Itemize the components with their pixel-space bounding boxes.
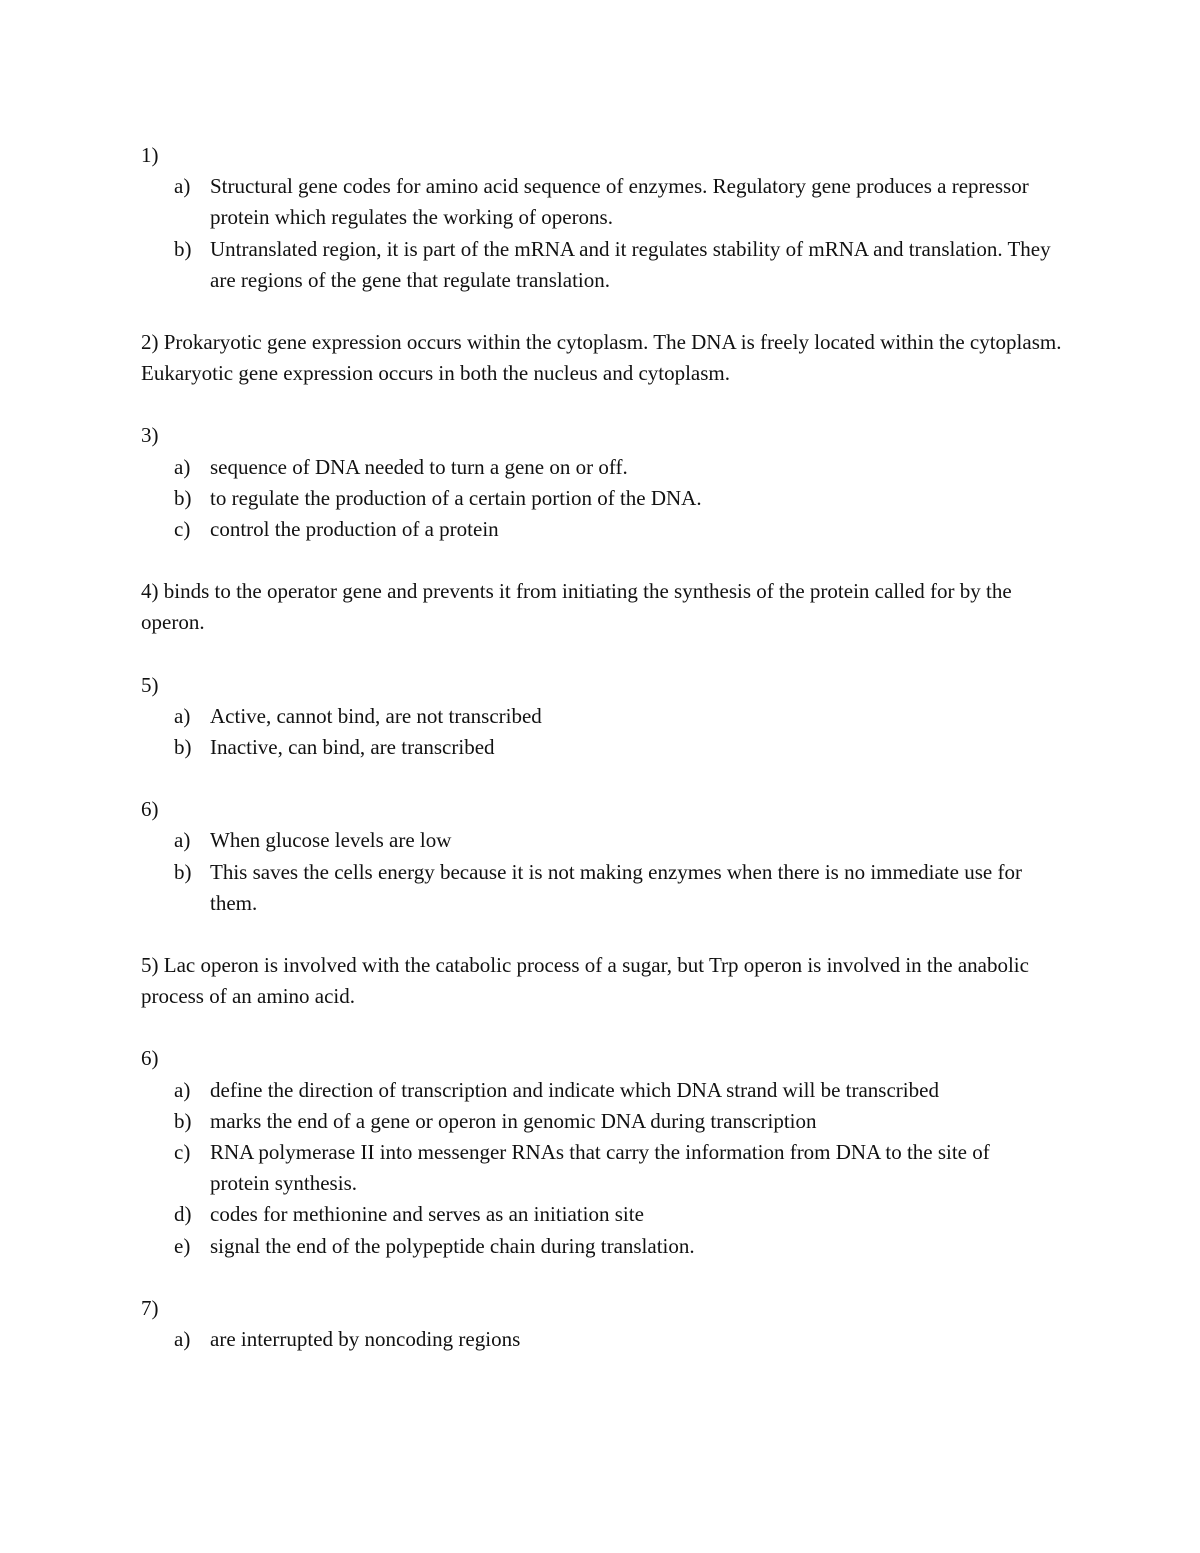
list-item [141, 234, 1071, 296]
document-body [141, 140, 1071, 1386]
item-text: Inactive, can bind, are transcribed [210, 735, 495, 760]
item-text: signal the end of the polypeptide chain during translation. [210, 1233, 695, 1258]
question-5 [141, 670, 1071, 764]
question-6-regions [141, 1043, 1071, 1261]
item-letter: d) [174, 1202, 192, 1227]
item-text: control the production of a protein [210, 517, 499, 542]
item-letter: a) [174, 703, 191, 728]
item-letter: c) [174, 1140, 191, 1165]
question-2 [141, 327, 1071, 389]
item-text: define the direction of transcription and indicate which DNA strand will be transcribed [210, 1077, 939, 1102]
item-text: marks the end of a gene or operon in genomic DNA during transcription [210, 1108, 817, 1133]
question-number: 1) [141, 143, 159, 167]
question-6 [141, 794, 1071, 919]
question-3 [141, 420, 1071, 545]
list-item [141, 1231, 1071, 1262]
question-5-lac-trp [141, 950, 1071, 1012]
item-letter: c) [174, 517, 191, 542]
list-item [141, 1075, 1071, 1106]
item-text: RNA polymerase II into messenger RNAs that carry the information from DNA to the site of protein synthesis. [210, 1140, 990, 1196]
question-7 [141, 1293, 1071, 1355]
question-4 [141, 576, 1071, 638]
item-letter: a) [174, 174, 191, 199]
question-number: 6) [141, 1046, 159, 1071]
item-letter: a) [174, 828, 191, 853]
item-letter: a) [174, 1077, 191, 1102]
item-letter: b) [174, 859, 192, 884]
item-text: sequence of DNA needed to turn a gene on or off. [210, 454, 628, 479]
question-number: 5) [141, 672, 159, 697]
item-letter: a) [174, 454, 191, 479]
question-number: 6) [141, 797, 159, 822]
question-1 [141, 140, 1071, 296]
question-number: 3) [141, 423, 159, 448]
list-item [141, 1106, 1071, 1137]
answer-paragraph: 5) Lac operon is involved with the catabolic process of a sugar, but Trp operon is involved in the anabolic process of an amino acid. [141, 953, 1029, 1009]
answer-paragraph: 4) binds to the operator gene and prevents it from initiating the synthesis of the protein called for by the operon. [141, 579, 1012, 635]
answer-paragraph: 2) Prokaryotic gene expression occurs within the cytoplasm. The DNA is freely located within the cytoplasm. Eukaryotic gene expression occurs in both the nucleus and cytoplasm. [141, 330, 1062, 386]
item-text: Structural gene codes for amino acid sequence of enzymes. Regulatory gene produces a repressor protein which regulates the working of operons. [210, 174, 1029, 230]
item-letter: b) [174, 1108, 192, 1133]
list-item [141, 171, 1071, 233]
list-item [141, 1324, 1071, 1355]
list-item [141, 825, 1071, 856]
item-letter: b) [174, 236, 192, 261]
item-text: When glucose levels are low [210, 828, 452, 853]
item-letter: a) [174, 1327, 191, 1352]
list-item [141, 1137, 1071, 1199]
item-letter: b) [174, 735, 192, 760]
item-text: Untranslated region, it is part of the mRNA and it regulates stability of mRNA and translation. They are regions of the gene that regulate translation. [210, 236, 1051, 292]
item-text: codes for methionine and serves as an initiation site [210, 1202, 644, 1227]
question-number: 7) [141, 1295, 159, 1320]
item-text: This saves the cells energy because it is not making enzymes when there is no immediate use for them. [210, 859, 1022, 915]
item-text: to regulate the production of a certain portion of the DNA. [210, 485, 702, 510]
list-item [141, 483, 1071, 514]
item-letter: e) [174, 1233, 191, 1258]
item-letter: b) [174, 485, 192, 510]
list-item [141, 857, 1071, 919]
list-item [141, 452, 1071, 483]
list-item [141, 732, 1071, 763]
list-item [141, 1199, 1071, 1230]
item-text: Active, cannot bind, are not transcribed [210, 703, 542, 728]
list-item [141, 514, 1071, 545]
item-text: are interrupted by noncoding regions [210, 1327, 521, 1352]
list-item [141, 701, 1071, 732]
